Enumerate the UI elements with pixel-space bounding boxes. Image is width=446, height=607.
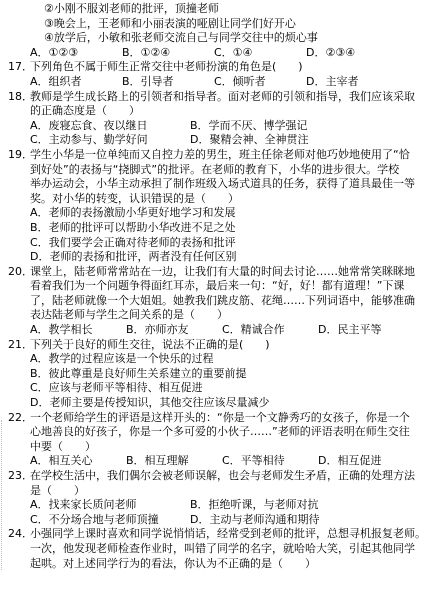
option-a: A．找来家长质问老师 [30,498,137,512]
option-a: A．相互关心 [30,454,93,468]
question-22-options [8,454,446,469]
question-number: 24． [8,527,33,541]
intro-line-3: ④放学后，小敏和张老师交流自己与同学交往中的烦心事 [44,31,318,45]
option-c: C．应该与老师平等相待、相互促进 [30,381,203,395]
intro-line-1: ②小刚不服刘老师的批评，顶撞老师 [44,2,219,15]
option-b: B．相互理解 [126,454,189,468]
question-text-cont: 到好处”的表扬与“挠脚式”的批评。在老师的教育下，小华的进步很大。学校 [30,162,400,176]
intro-options [8,46,446,61]
option-b: B．引导者 [122,74,174,88]
option-d: D．②③④ [306,45,356,59]
option-a: A．废寝忘食、夜以继日 [30,118,148,132]
question-22 [8,411,446,426]
question-number: 23． [8,469,33,482]
option-d: D．聚精会神、全神贯注 [190,133,309,147]
question-text: 在学校生活中，我们偶尔会被老师误解，也会与老师发生矛盾，正确的处理方法 [30,469,415,482]
option-b: B．亦师亦友 [126,323,189,337]
option-d: D．老师的表扬和批评，两者没有任何区别 [30,250,237,264]
question-text: 下列关于良好的师生交往，说法不正确的是( ) [30,337,270,351]
question-number: 19． [8,147,33,161]
question-text: 教师是学生成长路上的引领者和指导者。面对老师的引领和指导，我们应该采取 [30,89,415,103]
question-18-options-row2 [8,133,446,148]
question-number: 22． [8,410,33,424]
question-text-cont: 的正确态度是（ ） [30,104,140,118]
option-b: B．学而不厌、博学强记 [190,118,308,132]
option-d: D．主宰者 [306,74,359,88]
question-text-cont: 举办运动会，小华主动承担了制作班级入场式道具的任务，获得了道具最佳一等 [30,177,415,191]
question-text-cont: 奖。对小华的转变，认识错误的是（ ） [30,191,239,205]
question-17-options [8,75,446,90]
question-number: 17． [8,60,33,74]
question-20-options [8,323,446,338]
question-17 [8,60,446,75]
question-text: 小强同学上课时喜欢和同学说悄悄话，经常受到老师的批评，总想寻机报复老师。 [30,527,426,541]
question-text-cont: 看着我们为一个问题争得面红耳赤，最后来一句：“好，好！都有道理！”下课 [30,279,405,293]
option-c: C．我们要学会正确对待老师的表扬和批评 [30,235,236,249]
option-d: D．民主平等 [318,323,382,337]
question-23 [8,469,446,484]
question-text-cont: 一次，他发现老师检查作业时，叫错了同学的名字，就哈哈大笑，引起其他同学 [30,541,415,555]
question-number: 21． [8,337,33,351]
option-a: A．教学相长 [30,323,93,337]
question-19 [8,148,446,163]
option-c: C．平等相待 [222,454,285,468]
option-b: B．彼此尊重是良好师生关系建立的重要前提 [30,366,247,380]
question-text-cont: 了，陆老师就像一个大姐姐。她教我们跳皮筋、花绳……下列词语中，能够准确 [30,293,415,307]
option-d: D．老师主要是传授知识，其他交往应该尽量减少 [30,396,270,410]
option-a: A．①②③ [30,45,79,59]
option-a: A．老师的表扬激励小华更好地学习和发展 [30,206,236,220]
question-text-cont: 表达陆老师与学生之间关系的是（ ） [30,308,228,322]
option-c: C．不分场合地与老师顶撞 [30,512,159,526]
option-b: B．老师的批评可以帮助小华改进不足之处 [30,220,236,234]
question-number: 20． [8,264,33,278]
question-text-cont: 是（ ） [30,483,85,497]
question-18-options-row1 [8,119,446,134]
question-text: 学生小华是一位单纯而又自控力差的男生，班主任徐老师对他巧妙地使用了“恰 [30,147,410,161]
option-a: A．组织者 [30,74,82,88]
question-text: 课堂上，陆老师常常站在一边，让我们有大量的时间去讨论……她常常笑眯眯地 [30,264,415,278]
question-text: 下列角色不属于师生正常交往中老师扮演的角色是( ) [30,60,303,74]
option-c: C．①④ [214,45,253,59]
question-18 [8,90,446,105]
option-c: C．倾听者 [214,74,266,88]
question-text-cont: 中要（ ） [30,439,96,453]
question-text: 一个老师给学生的评语是这样开头的：“你是一个文静秀巧的女孩子，你是一个 [30,410,410,424]
question-20 [8,265,446,280]
question-23-options-row1 [8,498,446,513]
option-c: C．精诚合作 [222,323,285,337]
question-24 [8,527,446,542]
option-b: B．拒绝听课，与老师对抗 [190,498,319,512]
margin-line [1,420,5,570]
question-23-options-row2 [8,513,446,528]
intro-line-2: ③晚会上，王老师和小丽表演的哑剧让同学们好开心 [44,16,296,30]
option-c: C．主动参与、勤学好问 [30,133,148,147]
question-text-cont: 起哄。对上述同学行为的看法，你认为不正确的是（ ） [30,556,316,570]
option-d: D．主动与老师沟通和期待 [190,512,320,526]
question-text-cont: 心地善良的好孩子，你是一个多可爱的小伙子……”老师的评语表明在师生交往 [30,425,410,439]
option-b: B．①②④ [122,45,171,59]
question-number: 18． [8,89,33,103]
question-21 [8,338,446,353]
option-a: A．教学的过程应该是一个快乐的过程 [30,352,214,366]
option-d: D．相互促进 [318,454,382,468]
